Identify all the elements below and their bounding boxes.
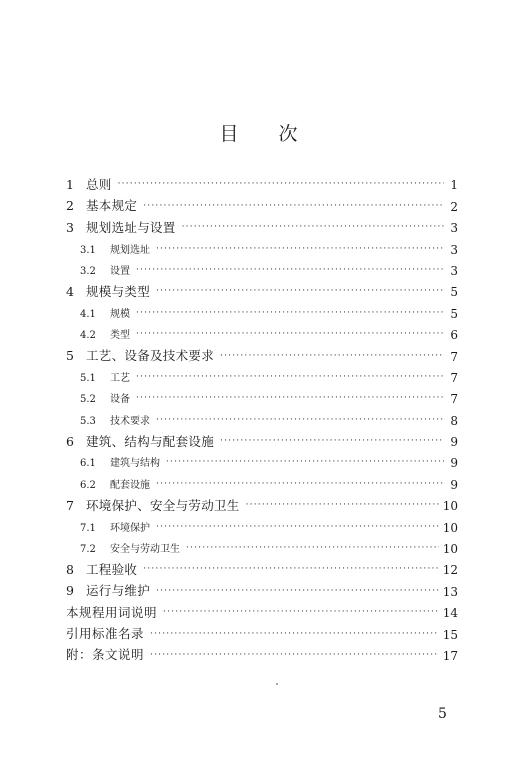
toc-entry-page: 13 xyxy=(442,584,458,599)
toc-dot-leader xyxy=(118,180,444,189)
toc-entry-number: 7.2 xyxy=(80,544,96,556)
toc-entry-title: 运行与维护 xyxy=(86,583,151,599)
toc-entry-number: 1 xyxy=(66,176,74,192)
toc-entry xyxy=(66,170,458,191)
toc-entry xyxy=(66,491,458,512)
toc-entry-title: 工艺、设备及技术要求 xyxy=(86,348,215,364)
toc-entry-page: 2 xyxy=(450,199,458,214)
toc-entry-number: 2 xyxy=(66,198,74,214)
page-title xyxy=(0,119,517,146)
toc-entry-number: 9 xyxy=(66,583,74,599)
toc-entry xyxy=(66,298,458,319)
toc-entry-page: 3 xyxy=(450,263,458,278)
toc-dot-leader xyxy=(166,458,444,467)
toc-entry-title: 安全与劳动卫生 xyxy=(110,544,180,556)
toc-entry-page: 3 xyxy=(450,242,458,257)
toc-entry-title: 类型 xyxy=(110,330,130,342)
toc-entry-number: 6.1 xyxy=(80,458,96,470)
toc-entry-page: 7 xyxy=(450,370,458,385)
toc-entry-number: 3.2 xyxy=(80,265,96,277)
toc-entry xyxy=(66,341,458,362)
toc-dot-leader xyxy=(136,373,444,382)
toc-entry-page: 17 xyxy=(442,648,458,663)
toc-entry-title: 基本规定 xyxy=(86,198,138,214)
stray-mark xyxy=(276,683,278,685)
toc-entry-page: 10 xyxy=(442,542,458,557)
toc-dot-leader xyxy=(143,565,439,574)
page-title-char-1: 目 xyxy=(219,123,239,145)
toc-entry-number: 5.2 xyxy=(80,394,96,406)
toc-entry xyxy=(66,320,458,341)
toc-entry-number: 5 xyxy=(66,348,74,364)
toc-dot-leader xyxy=(143,202,444,211)
toc-dot-leader xyxy=(156,416,444,425)
toc-dot-leader xyxy=(220,352,444,361)
toc-entry xyxy=(66,598,458,619)
toc-entry-title: 环境保护 xyxy=(110,522,150,534)
toc-entry-title: 建筑与结构 xyxy=(110,458,160,470)
toc-entry xyxy=(66,641,458,662)
toc-entry xyxy=(66,384,458,405)
toc-entry xyxy=(66,512,458,533)
toc-dot-leader xyxy=(220,437,444,446)
toc-entry-page: 5 xyxy=(450,306,458,321)
toc-entry-number: 6.2 xyxy=(80,479,96,491)
toc-entry-page: 6 xyxy=(450,328,458,343)
toc-entry xyxy=(66,277,458,298)
toc-entry xyxy=(66,448,458,469)
toc-entry-number: 7 xyxy=(66,497,74,513)
toc-entry-title: 规模与类型 xyxy=(86,283,151,299)
toc-dot-leader xyxy=(150,651,439,660)
toc-entry xyxy=(66,469,458,490)
page-number: 5 xyxy=(438,706,447,722)
table-of-contents xyxy=(66,170,458,662)
toc-entry xyxy=(66,256,458,277)
toc-entry-page: 1 xyxy=(450,178,458,193)
toc-entry-title: 建筑、结构与配套设施 xyxy=(86,433,215,449)
toc-entry-page: 7 xyxy=(450,392,458,407)
toc-entry xyxy=(66,234,458,255)
toc-entry-page: 5 xyxy=(450,285,458,300)
toc-entry-number: 8 xyxy=(66,561,74,577)
toc-dot-leader xyxy=(136,309,444,318)
toc-entry xyxy=(66,363,458,384)
toc-entry xyxy=(66,191,458,212)
toc-entry-title: 环境保护、安全与劳动卫生 xyxy=(86,497,240,513)
toc-entry-number: 3.1 xyxy=(80,244,96,256)
toc-entry-number: 4.2 xyxy=(80,330,96,342)
toc-entry-title: 总则 xyxy=(86,176,112,192)
toc-entry-number: 3 xyxy=(66,219,74,235)
toc-entry-title: 附：条文说明 xyxy=(66,647,145,663)
toc-entry-page: 10 xyxy=(442,520,458,535)
toc-entry-title: 本规程用词说明 xyxy=(66,604,158,620)
toc-entry-title: 工程验收 xyxy=(86,561,138,577)
toc-entry-page: 8 xyxy=(450,413,458,428)
toc-entry xyxy=(66,576,458,597)
toc-dot-leader xyxy=(150,630,439,639)
toc-dot-leader xyxy=(156,480,444,489)
toc-entry-page: 7 xyxy=(450,349,458,364)
page-title-char-2: 次 xyxy=(278,123,298,145)
toc-entry xyxy=(66,405,458,426)
toc-entry-title: 技术要求 xyxy=(110,415,150,427)
toc-entry-number: 4.1 xyxy=(80,308,96,320)
toc-dot-leader xyxy=(156,245,444,254)
toc-entry-page: 9 xyxy=(450,435,458,450)
toc-entry-page: 9 xyxy=(450,456,458,471)
toc-entry-page: 12 xyxy=(442,563,458,578)
toc-entry-title: 设备 xyxy=(110,394,130,406)
toc-entry-title: 规划选址 xyxy=(110,244,150,256)
toc-entry xyxy=(66,555,458,576)
toc-dot-leader xyxy=(136,330,444,339)
toc-entry-title: 工艺 xyxy=(110,372,130,384)
toc-entry-number: 4 xyxy=(66,283,74,299)
toc-entry xyxy=(66,213,458,234)
toc-dot-leader xyxy=(156,287,444,296)
toc-entry-title: 规划选址与设置 xyxy=(86,219,176,235)
toc-entry-page: 3 xyxy=(450,221,458,236)
toc-dot-leader xyxy=(186,544,439,553)
toc-entry-title: 规模 xyxy=(110,308,130,320)
toc-dot-leader xyxy=(246,501,439,510)
toc-entry-title: 设置 xyxy=(110,265,130,277)
toc-dot-leader xyxy=(182,223,444,232)
toc-entry xyxy=(66,427,458,448)
toc-entry xyxy=(66,534,458,555)
toc-entry-title: 配套设施 xyxy=(110,479,150,491)
toc-dot-leader xyxy=(163,608,439,617)
toc-entry-page: 9 xyxy=(450,477,458,492)
toc-entry-number: 5.1 xyxy=(80,372,96,384)
toc-entry-page: 14 xyxy=(442,606,458,621)
toc-entry-page: 10 xyxy=(442,499,458,514)
toc-entry xyxy=(66,619,458,640)
toc-dot-leader xyxy=(156,523,439,532)
toc-entry-title: 引用标准名录 xyxy=(66,626,145,642)
toc-entry-number: 6 xyxy=(66,433,74,449)
toc-dot-leader xyxy=(156,587,439,596)
toc-dot-leader xyxy=(136,394,444,403)
toc-entry-number: 7.1 xyxy=(80,522,96,534)
toc-entry-number: 5.3 xyxy=(80,415,96,427)
toc-entry-page: 15 xyxy=(442,627,458,642)
toc-dot-leader xyxy=(136,266,444,275)
